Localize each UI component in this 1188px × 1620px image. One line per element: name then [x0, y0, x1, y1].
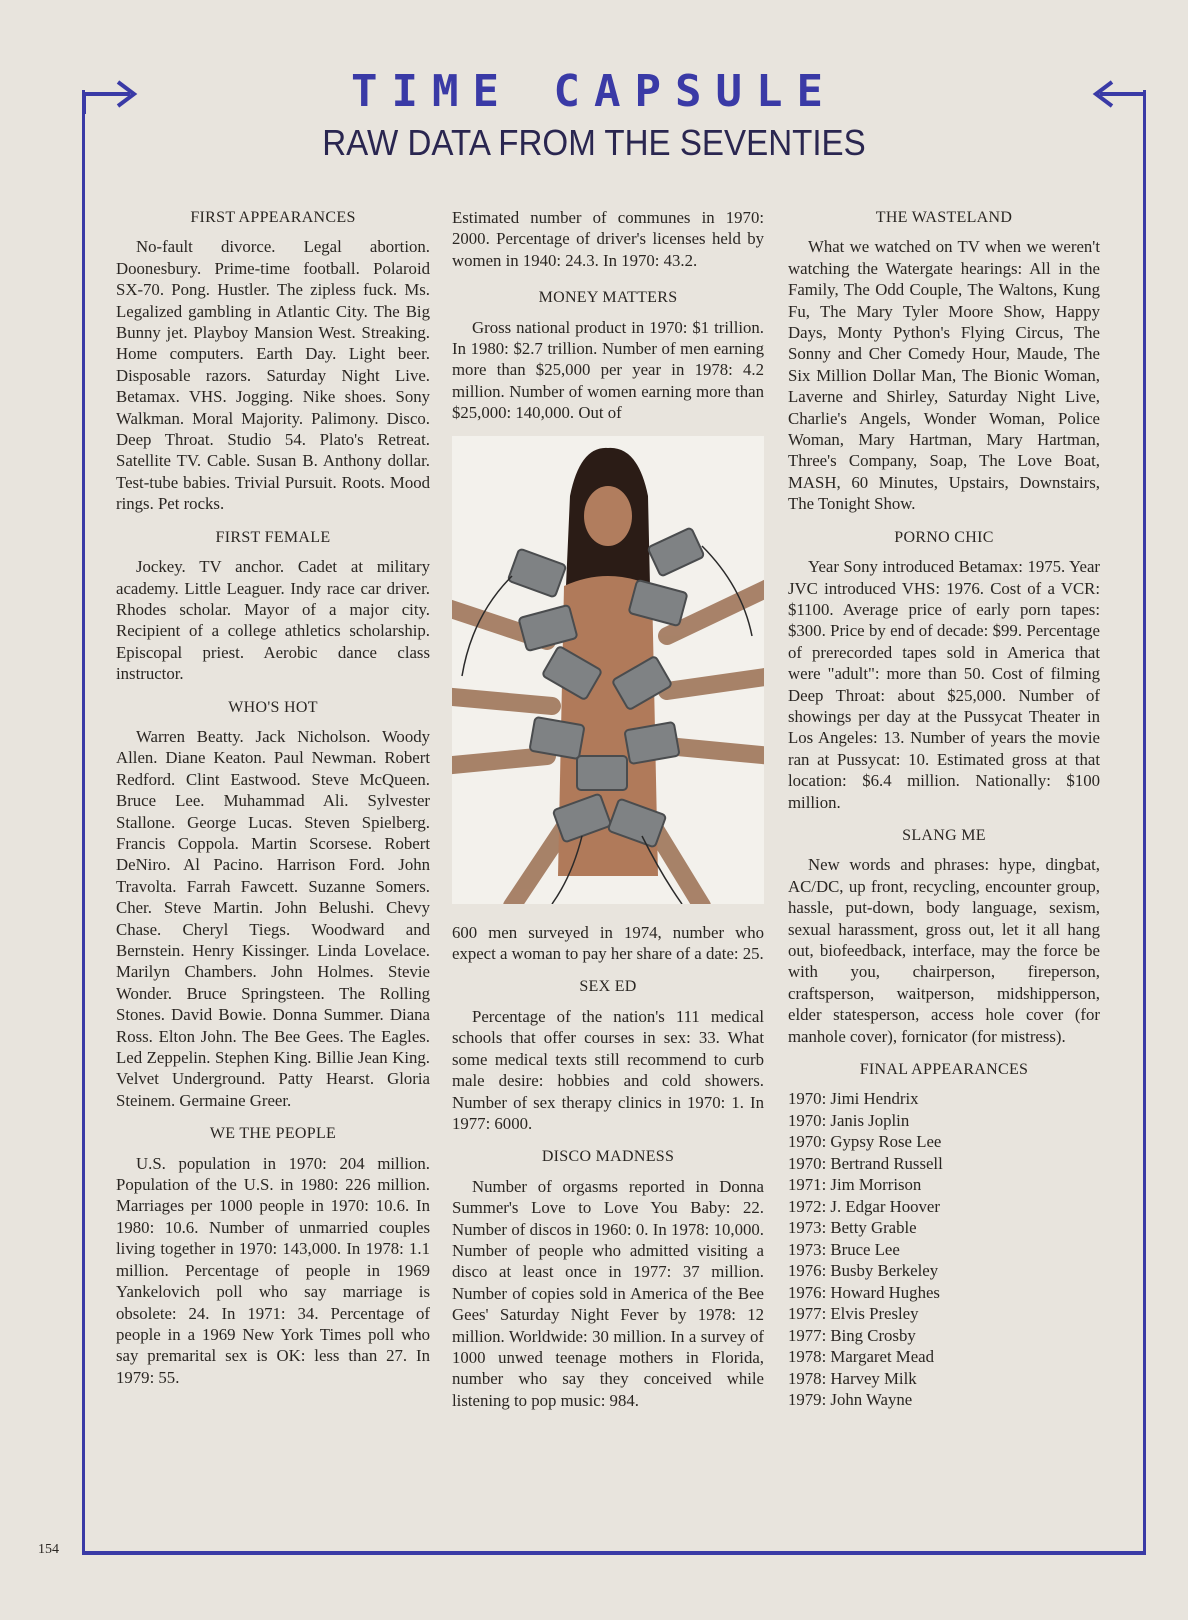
list-item: 1970: Jimi Hendrix: [788, 1089, 919, 1109]
money-matters-continued: 600 men surveyed in 1974, number who expect a woman to pay her share of a date: 25.: [452, 922, 764, 964]
we-the-people-continued: Estimated number of communes in 1970: 2000. Percentage of driver's licenses held by women in 1940: 24.3. In 1970: 43.2.: [452, 208, 764, 270]
slang-me-text: New words and phrases: hype, dingbat, AC/DC, up front, recycling, encounter group, hassle, put-down, body language, sexism, sexual harassment, gross out, let it all hang out, biofeedback, interface, may the force be with you, chairperson, fireperson, craftsperson, waitperson, midshipperson, elder statesperson, access hole cover (for manhole cover), fornicator (for mistress).: [788, 855, 1100, 1046]
list-item: 1973: Betty Grable: [788, 1218, 917, 1238]
page-number: 154: [38, 1542, 59, 1557]
list-item: 1976: Busby Berkeley: [788, 1261, 939, 1281]
whos-hot-title: WHO'S HOT: [228, 698, 318, 716]
article-headline: RAW DATA FROM THE SEVENTIES: [322, 122, 866, 163]
list-item: 1970: Janis Joplin: [788, 1110, 910, 1130]
porno-chic-title: PORNO CHIC: [894, 528, 994, 546]
list-item: 1978: Margaret Mead: [788, 1347, 935, 1367]
column-3: [788, 207, 1100, 1411]
list-item: 1973: Bruce Lee: [788, 1239, 900, 1259]
wasteland-title: THE WASTELAND: [875, 209, 1013, 226]
list-item: 1970: Gypsy Rose Lee: [788, 1132, 942, 1152]
list-item: 1971: Jim Morrison: [788, 1175, 922, 1195]
list-item: 1978: Harvey Milk: [788, 1368, 917, 1388]
we-the-people-title: WE THE PEOPLE: [209, 1125, 337, 1143]
cameras-illustration: [452, 436, 764, 904]
porno-chic-text: Year Sony introduced Betamax: 1975. Year JVC introduced VHS: 1976. Cost of a VCR: $1100. Average price of early porn tapes: $300. Price by end of decade: $99. Percentage of prerecorded tapes sold in America that were "adult": more than 50. Cost of filming Deep Throat: about $25,000. Number of showings per day at the Pussycat Theater in Los Angeles: 13. Number of years the movie ran at Pussycat: 10. Estimated gross at that location: $6.4 million. Nationally: $100 million.: [788, 557, 1100, 812]
wasteland-text: What we watched on TV when we weren't watching the Watergate hearings: All in the Family, The Odd Couple, The Waltons, Kung Fu, The Mary Tyler Moore Show, Happy Days, Monty Python's Flying Circus, The Sonny and Cher Comedy Hour, Maude, The Six Million Dollar Man, The Bionic Woman, Laverne and Shirley, Saturday Night Live, Charlie's Angels, Wonder Woman, Police Woman, Mary Hartman, Mary Hartman, Three's Company, Soap, The Love Boat, MASH, 60 Minutes, Upstairs, Downstairs, The Tonight Show.: [788, 237, 1100, 514]
final-appearances-list: [788, 1088, 1100, 1411]
frame-right-rule: [1143, 90, 1146, 1553]
list-item: 1972: J. Edgar Hoover: [788, 1196, 940, 1216]
final-appearances-title: FINAL APPEARANCES: [859, 1061, 1029, 1079]
first-female-title: FIRST FEMALE: [215, 528, 331, 546]
we-the-people-text: U.S. population in 1970: 204 million. Population of the U.S. in 1980: 226 million. Marriages per 1000 people in 1970: 10.6. In 1980: 10.6. Number of unmarried couples living together in 1970: 143,000. In 1978: 1.1 million. Percentage of people in 1969 Yankelovich poll who say marriage is obsolete: 24. In 1971: 34. Percentage of people in a 1969 New York Times poll who say premarital sex is OK: less than 27. In 1979: 55.: [116, 1153, 430, 1387]
whos-hot-text: Warren Beatty. Jack Nicholson. Woody Allen. Diane Keaton. Paul Newman. Robert Redford. Clint Eastwood. Steve McQueen. Bruce Lee. Muhammad Ali. Sylvester Stallone. George Lucas. Steven Spielberg. Francis Coppola. Martin Scorsese. Robert DeNiro. Al Pacino. Harrison Ford. John Travolta. Farrah Fawcett. Suzanne Somers. Cher. Steve Martin. John Belushi. Chevy Chase. Cheryl Tiegs. Woodward and Bernstein. Henry Kissinger. Linda Lovelace. Marilyn Chambers. John Holmes. Stevie Wonder. Bruce Springsteen. The Rolling Stones. David Bowie. Donna Summer. Diana Ross. Elton John. The Bee Gees. The Eagles. Led Zeppelin. Stephen King. Billie Jean King. Velvet Underground. Patty Hearst. Gloria Steinem. Germaine Greer.: [116, 726, 430, 1110]
list-item: 1979: John Wayne: [788, 1390, 913, 1410]
first-appearances-title: FIRST APPEARANCES: [190, 209, 356, 226]
sex-ed-title: SEX ED: [579, 978, 637, 996]
list-item: 1977: Elvis Presley: [788, 1304, 919, 1324]
list-item: 1970: Bertrand Russell: [788, 1153, 943, 1173]
disco-madness-title: DISCO MADNESS: [541, 1148, 675, 1166]
cameras-photo: [452, 436, 764, 904]
money-matters-text: Gross national product in 1970: $1 trillion. In 1980: $2.7 trillion. Number of men earning more than $25,000 per year in 1978: 4.2 million. Number of women earning more than $25,000: 140,000. Out of: [452, 317, 764, 423]
column-2: [452, 207, 764, 1423]
disco-madness-text: Number of orgasms reported in Donna Summer's Love to Love You Baby: 22. Number of discos in 1960: 0. In 1978: 10,000. Number of people who admitted visiting a disco at least once in 1977: 37 million. Number of copies sold in America of the Bee Gees' Saturday Night Fever by 1978: 12 million. Worldwide: 30 million. In a survey of 1000 unwed teenage mothers in Florida, number who say they conceived while listening to pop music: 984.: [452, 1176, 764, 1410]
slang-me-title: SLANG ME: [902, 826, 986, 844]
list-item: 1976: Howard Hughes: [788, 1282, 940, 1302]
column-1: [116, 207, 430, 1400]
sex-ed-text: Percentage of the nation's 111 medical schools that offer courses in sex: 33. What some medical texts still recommend to curb male desire: hobbies and cold showers. Number of sex therapy clinics in 1970: 1. In 1977: 6000.: [452, 1006, 764, 1133]
frame-left-rule: [82, 90, 85, 1553]
money-matters-title: MONEY MATTERS: [538, 289, 678, 307]
frame-bottom-rule: [82, 1551, 1146, 1555]
first-female-text: Jockey. TV anchor. Cadet at military academy. Little Leaguer. Indy race car driver. Rhodes scholar. Mayor of a major city. Recipient of a college athletics scholarship. Episcopal priest. Aerobic dance class instructor.: [116, 557, 430, 684]
first-appearances-text: No-fault divorce. Legal abortion. Doonesbury. Prime-time football. Polaroid SX-70. Pong. Hustler. The zipless fuck. Ms. Legalized gambling in Atlantic City. The Big Bunny jet. Playboy Mansion West. Streaking. Home computers. Earth Day. Light beer. Disposable razors. Saturday Night Live. Betamax. VHS. Jogging. Nike shoes. Sony Walkman. Moral Majority. Palimony. Disco. Deep Throat. Studio 54. Plato's Retreat. Satellite TV. Cable. Susan B. Anthony dollar. Test-tube babies. Trivial Pursuit. Roots. Mood rings. Pet rocks.: [116, 237, 430, 514]
section-kicker: TIME CAPSULE: [351, 66, 837, 117]
list-item: 1977: Bing Crosby: [788, 1325, 916, 1345]
